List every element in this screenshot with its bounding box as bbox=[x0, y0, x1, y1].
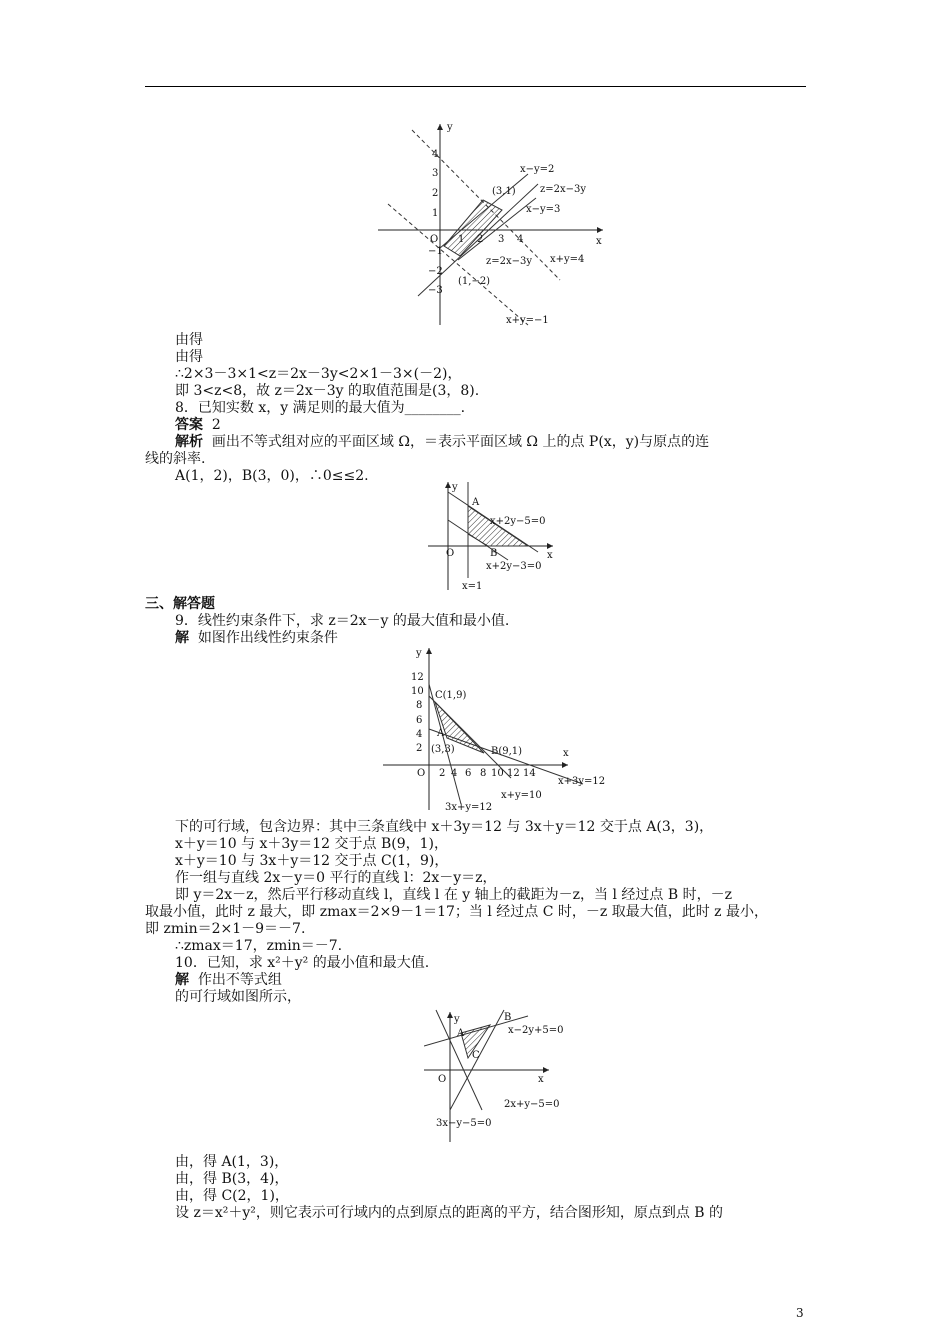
text-line: 10．已知，求 x²＋y² 的最小值和最大值. bbox=[175, 955, 430, 971]
fig3-ytick: 6 bbox=[416, 715, 423, 726]
page-number: 3 bbox=[796, 1306, 804, 1320]
fig3-origin: O bbox=[417, 768, 426, 779]
fig3-xtick: 4 bbox=[451, 768, 458, 779]
fig3-ytick: 2 bbox=[416, 743, 423, 754]
fig2-label: x=1 bbox=[462, 581, 483, 592]
figure-2-graph bbox=[428, 478, 558, 593]
answer-line bbox=[175, 417, 221, 433]
fig4-label: C bbox=[472, 1050, 480, 1061]
analysis-line: 解析 画出不等式组对应的平面区域 Ω，＝表示平面区域 Ω 上的点 P(x，y)与原点的连 bbox=[175, 434, 710, 450]
text-line: x＋y＝10 与 x＋3y＝12 交于点 B(9，1)， bbox=[175, 836, 448, 852]
fig1-label: x−y=3 bbox=[526, 204, 561, 215]
fig3-label: A bbox=[437, 728, 445, 739]
text-line: 线的斜率. bbox=[145, 451, 206, 467]
text-line: 即 3<z<8，故 z＝2x－3y 的取值范围是(3，8). bbox=[175, 383, 480, 399]
fig4-label: 2x+y−5=0 bbox=[504, 1099, 560, 1110]
fig2-label: A bbox=[472, 497, 480, 508]
fig1-xtick: 3 bbox=[498, 234, 505, 245]
fig3-xtick: 6 bbox=[465, 768, 472, 779]
fig3-label: 3x+y=12 bbox=[445, 802, 493, 812]
text-line: ∴zmax＝17，zmin＝－7. bbox=[175, 938, 343, 954]
text-line: 9．线性约束条件下，求 z＝2x－y 的最大值和最小值. bbox=[175, 613, 510, 629]
fig3-xtick: 14 bbox=[523, 768, 536, 779]
fig1-label: z=2x−3y bbox=[486, 256, 533, 267]
solution-label: 解 bbox=[175, 630, 189, 646]
fig1-ytick: −2 bbox=[428, 266, 443, 277]
fig3-xtick: 2 bbox=[439, 768, 446, 779]
text-line: 下的可行域，包含边界：其中三条直线中 x＋3y＝12 与 3x＋y＝12 交于点 A(3，3)， bbox=[175, 819, 714, 835]
fig3-label: x+y=10 bbox=[501, 790, 542, 801]
analysis-label: 解析 bbox=[175, 434, 203, 450]
fig2-label: x+2y−3=0 bbox=[486, 561, 542, 572]
text-line: 设 z＝x²＋y²，则它表示可行域内的点到原点的距离的平方，结合图形知，原点到点 B 的 bbox=[175, 1205, 724, 1221]
text-line: ∴2×3－3×1<z＝2x－3y<2×1－3×(－2)， bbox=[175, 366, 462, 382]
fig3-x-label: x bbox=[563, 748, 569, 759]
fig4-label: x−2y+5=0 bbox=[508, 1025, 564, 1036]
text-line: 由，得 A(1，3)， bbox=[175, 1154, 289, 1170]
fig1-label: (3,1) bbox=[492, 186, 516, 197]
header-rule bbox=[145, 86, 806, 87]
text-line: 取最小值，此时 z 最大，即 zmax＝2×9－1＝17；当 l 经过点 C 时，－z 取最大值，此时 z 最小， bbox=[145, 904, 768, 920]
fig1-x-label: x bbox=[596, 236, 602, 247]
fig1-xtick: 4 bbox=[517, 234, 524, 245]
fig1-ytick: 3 bbox=[432, 168, 439, 179]
fig3-label: C(1,9) bbox=[435, 690, 467, 701]
fig3-label: (3,3) bbox=[431, 744, 455, 755]
answer-value: 2 bbox=[211, 417, 221, 433]
fig3-y-label: y bbox=[416, 648, 422, 659]
text-line: x＋y＝10 与 3x＋y＝12 交于点 C(1，9)， bbox=[175, 853, 449, 869]
fig1-label: z=2x−3y bbox=[540, 184, 587, 195]
fig3-ytick: 12 bbox=[411, 672, 424, 683]
text-line: 由，得 C(2，1)， bbox=[175, 1188, 289, 1204]
fig3-ytick: 10 bbox=[411, 686, 424, 697]
fig1-xtick: 1 bbox=[458, 234, 465, 245]
text-line: 由得 bbox=[175, 332, 203, 348]
fig2-label: x+2y−5=0 bbox=[490, 516, 546, 527]
fig3-xtick: 12 bbox=[507, 768, 520, 779]
fig1-ytick: 2 bbox=[432, 188, 439, 199]
fig4-x-label: x bbox=[538, 1074, 544, 1085]
text-line: A(1，2)，B(3，0)，∴0≤≤2. bbox=[175, 468, 369, 484]
fig2-label: B bbox=[490, 548, 498, 559]
fig3-label: B(9,1) bbox=[491, 746, 523, 757]
fig1-ytick: −1 bbox=[428, 246, 443, 257]
solution-label: 解 bbox=[175, 972, 189, 988]
text-line: 即 y＝2x－z，然后平行移动直线 l，直线 l 在 y 轴上的截距为－z，当 l 经过点 B 时，－z bbox=[175, 887, 732, 903]
figure-1-graph bbox=[378, 120, 608, 330]
fig1-y-label: y bbox=[447, 122, 453, 133]
fig3-ytick: 4 bbox=[416, 729, 423, 740]
fig3-label: x+3y=12 bbox=[558, 776, 606, 787]
fig4-label: A bbox=[457, 1028, 465, 1039]
figure-4-graph bbox=[424, 1006, 574, 1146]
fig1-label: (1,−2) bbox=[458, 276, 491, 287]
fig3-xtick: 8 bbox=[480, 768, 487, 779]
text-line: 即 zmin＝2×1－9＝－7. bbox=[145, 921, 306, 937]
text-line: 由，得 B(3，4)， bbox=[175, 1171, 289, 1187]
solution-line: 解 如图作出线性约束条件 bbox=[175, 630, 338, 646]
fig1-label: x+y=−1 bbox=[506, 315, 549, 326]
fig1-ytick: 4 bbox=[432, 149, 439, 160]
fig2-origin: O bbox=[446, 548, 455, 559]
fig4-label: B bbox=[504, 1012, 512, 1023]
fig2-y-label: y bbox=[452, 482, 458, 493]
text-line: 的可行域如图所示， bbox=[175, 989, 301, 1005]
fig1-ytick: 1 bbox=[432, 208, 439, 219]
answer-label: 答案 bbox=[175, 417, 203, 433]
fig4-y-label: y bbox=[454, 1014, 460, 1025]
fig1-ytick: −3 bbox=[428, 285, 443, 296]
fig2-x-label: x bbox=[547, 550, 553, 561]
text-line: 作一组与直线 2x－y＝0 平行的直线 l：2x－y＝z， bbox=[175, 870, 497, 886]
fig4-origin: O bbox=[438, 1074, 447, 1085]
solution-line: 解 作出不等式组 bbox=[175, 972, 282, 988]
fig1-xtick: 2 bbox=[477, 234, 484, 245]
fig4-label: 3x−y−5=0 bbox=[436, 1118, 492, 1129]
fig1-label: x−y=2 bbox=[520, 164, 555, 175]
fig3-ytick: 8 bbox=[416, 700, 423, 711]
figure-3-graph bbox=[383, 644, 633, 812]
fig1-origin: O bbox=[430, 234, 439, 245]
section-heading: 三、解答题 bbox=[145, 596, 215, 612]
text-line: 由得 bbox=[175, 349, 203, 365]
fig3-xtick: 10 bbox=[491, 768, 504, 779]
fig1-label: x+y=4 bbox=[550, 254, 585, 265]
text-line: 8．已知实数 x，y 满足则的最大值为________. bbox=[175, 400, 466, 416]
